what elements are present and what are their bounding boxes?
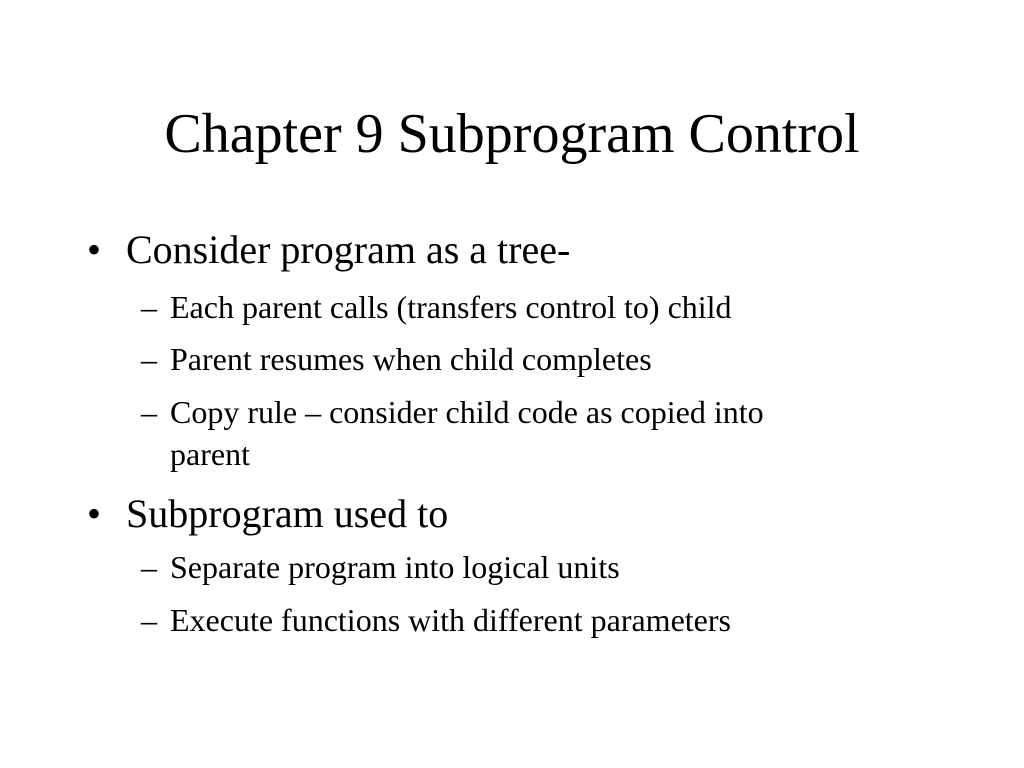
- sub-item: [141, 338, 652, 380]
- sub-marker: –: [141, 341, 157, 377]
- sub-item: [141, 546, 620, 588]
- sub-marker: –: [141, 394, 157, 430]
- sub-item-continuation: [170, 433, 250, 475]
- sub-text: Separate program into logical units: [170, 549, 620, 585]
- sub-text: Copy rule – consider child code as copied into: [170, 394, 764, 430]
- sub-marker: –: [141, 289, 157, 325]
- sub-item: [141, 599, 731, 641]
- bullet-item: [87, 226, 571, 274]
- bullet-marker: •: [87, 227, 102, 272]
- sub-text: parent: [170, 436, 250, 472]
- slide-title: Chapter 9 Subprogram Control: [164, 103, 860, 165]
- sub-text: Execute functions with different parameters: [170, 602, 731, 638]
- sub-item: [141, 286, 732, 328]
- sub-text: Each parent calls (transfers control to) child: [170, 289, 732, 325]
- sub-marker: –: [141, 549, 157, 585]
- bullet-marker: •: [87, 491, 102, 536]
- sub-marker: –: [141, 602, 157, 638]
- sub-item: [141, 391, 764, 433]
- bullet-item: [87, 490, 449, 538]
- bullet-text: Consider program as a tree-: [126, 227, 571, 272]
- bullet-text: Subprogram used to: [126, 491, 449, 536]
- sub-text: Parent resumes when child completes: [170, 341, 652, 377]
